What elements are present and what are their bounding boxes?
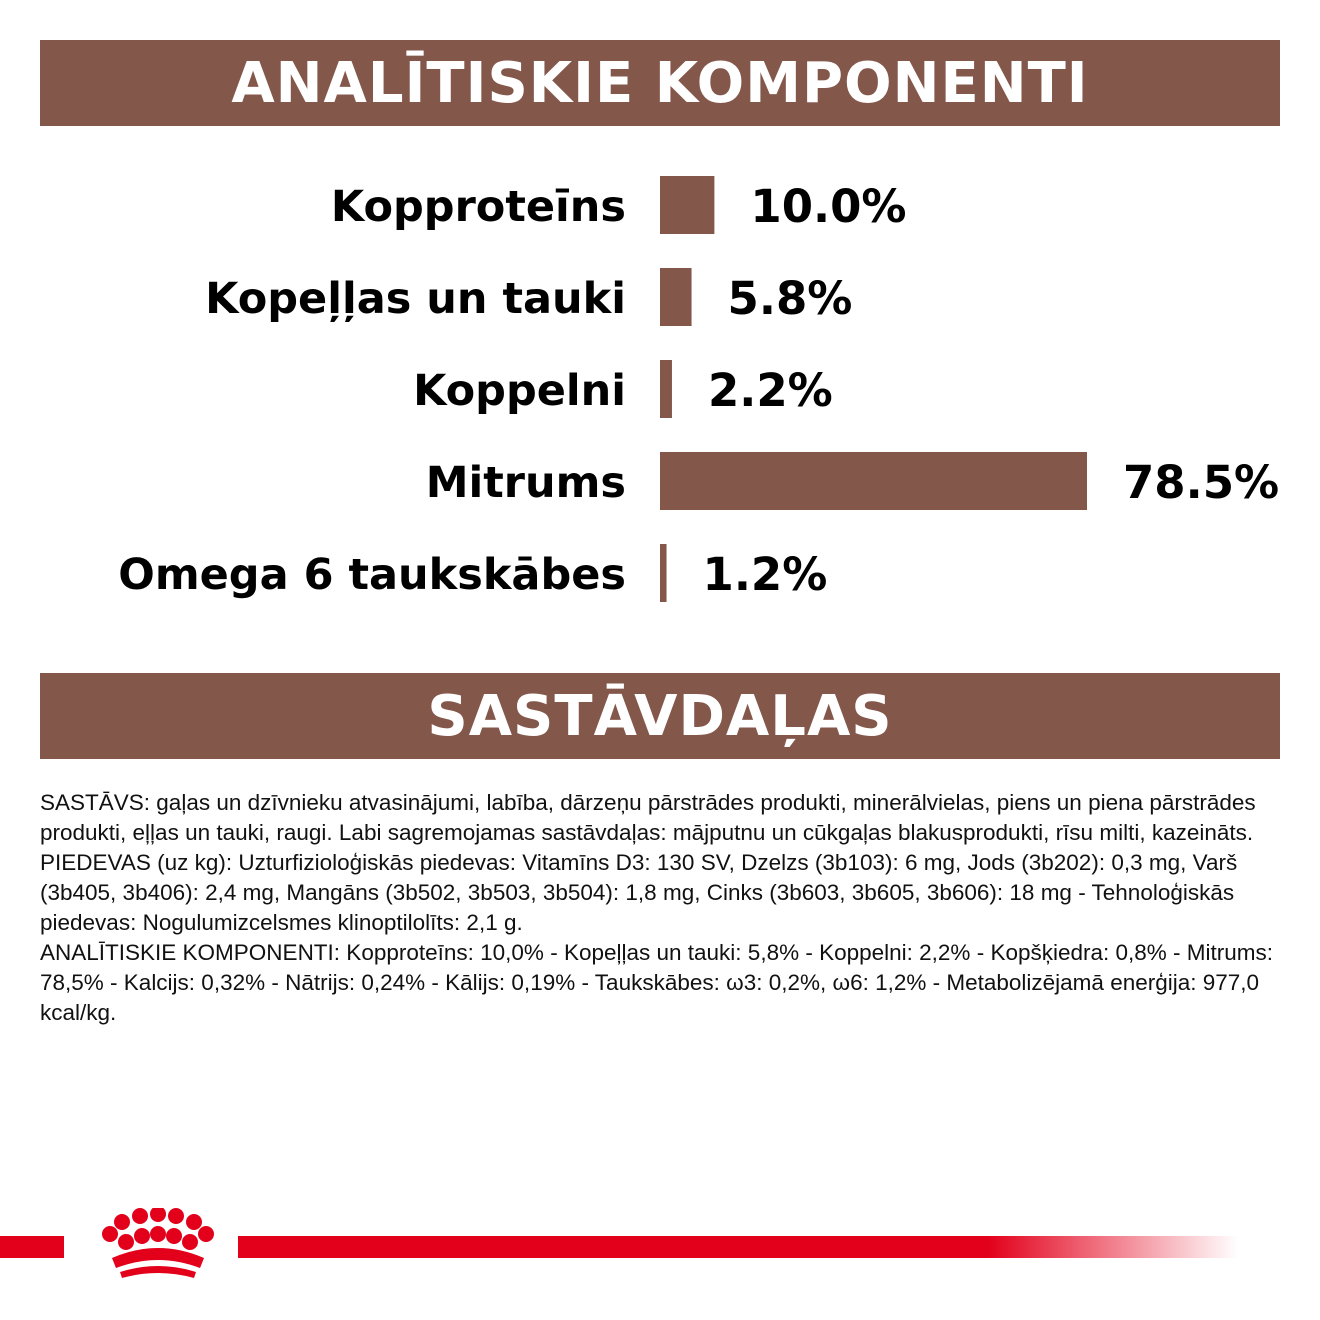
category-label-omega-6-tauksk-bes: Omega 6 taukskābes [118, 550, 626, 600]
category-label-mitrums: Mitrums [425, 458, 626, 508]
bar-kope-as-un-tauki [660, 268, 692, 326]
ingredients-header [40, 673, 1280, 759]
value-label-kope-as-un-tauki: 5.8% [727, 272, 853, 325]
nutrient-bar-chart [0, 140, 1320, 640]
brand-line-right [238, 1236, 1238, 1258]
ingredients-header-title: SASTĀVDAĻAS [427, 683, 893, 749]
value-label-koppelni: 2.2% [707, 364, 833, 417]
bar-mitrums [660, 452, 1087, 510]
analysis-header-title: ANALĪTISKIE KOMPONENTI [231, 50, 1089, 116]
bar-omega-6-tauksk-bes [660, 544, 667, 602]
value-label-kopprote-ns: 10.0% [750, 180, 907, 233]
value-label-omega-6-tauksk-bes: 1.2% [702, 548, 828, 601]
analysis-paragraph: ANALĪTISKIE KOMPONENTI: Kopproteīns: 10,0% - Kopeļļas un tauki: 5,8% - Koppelni: 2,2% - Kopšķiedra: 0,8% - Mitrums: 78,5% - Kalcijs: 0,32% - Nātrijs: 0,24% - Kālijs: 0,19% - Taukskābes: ω3: 0,2%, ω6: 1,2% - Metabolizējamā enerģija: 977,0 kcal/kg. [40, 940, 1274, 1025]
composition-paragraph: SASTĀVS: gaļas un dzīvnieku atvasinājumi, labība, dārzeņu pārstrādes produkti, minerālvielas, piens un piena pārstrādes produkti, eļļas un tauki, raugi. Labi sagremojamas sastāvdaļas: mājputnu un cūkgaļas blakusprodukti, rīsu milti, kazeināts. [40, 790, 1256, 845]
category-label-koppelni: Koppelni [413, 366, 626, 416]
brand-line-left [0, 1236, 64, 1258]
category-label-kopprote-ns: Kopproteīns [330, 182, 626, 232]
category-label-kope-as-un-tauki: Kopeļļas un tauki [205, 274, 626, 324]
analysis-header [40, 40, 1280, 126]
bar-koppelni [660, 360, 672, 418]
additives-paragraph: PIEDEVAS (uz kg): Uzturfizioloģiskās piedevas: Vitamīns D3: 130 SV, Dzelzs (3b103): 6 mg, Jods (3b202): 0,3 mg, Varš (3b405, 3b406): 2,4 mg, Mangāns (3b502, 3b503, 3b504): 1,8 mg, Cinks (3b603, 3b605, 3b606): 18 mg - Tehnoloģiskās piedevas: Nogulumizcelsmes klinoptilolīts: 2,1 g. [40, 850, 1238, 935]
value-label-mitrums: 78.5% [1123, 456, 1280, 509]
ingredients-text [40, 788, 1280, 1028]
royal-canin-crown-icon [88, 1208, 228, 1288]
bar-kopprote-ns [660, 176, 714, 234]
